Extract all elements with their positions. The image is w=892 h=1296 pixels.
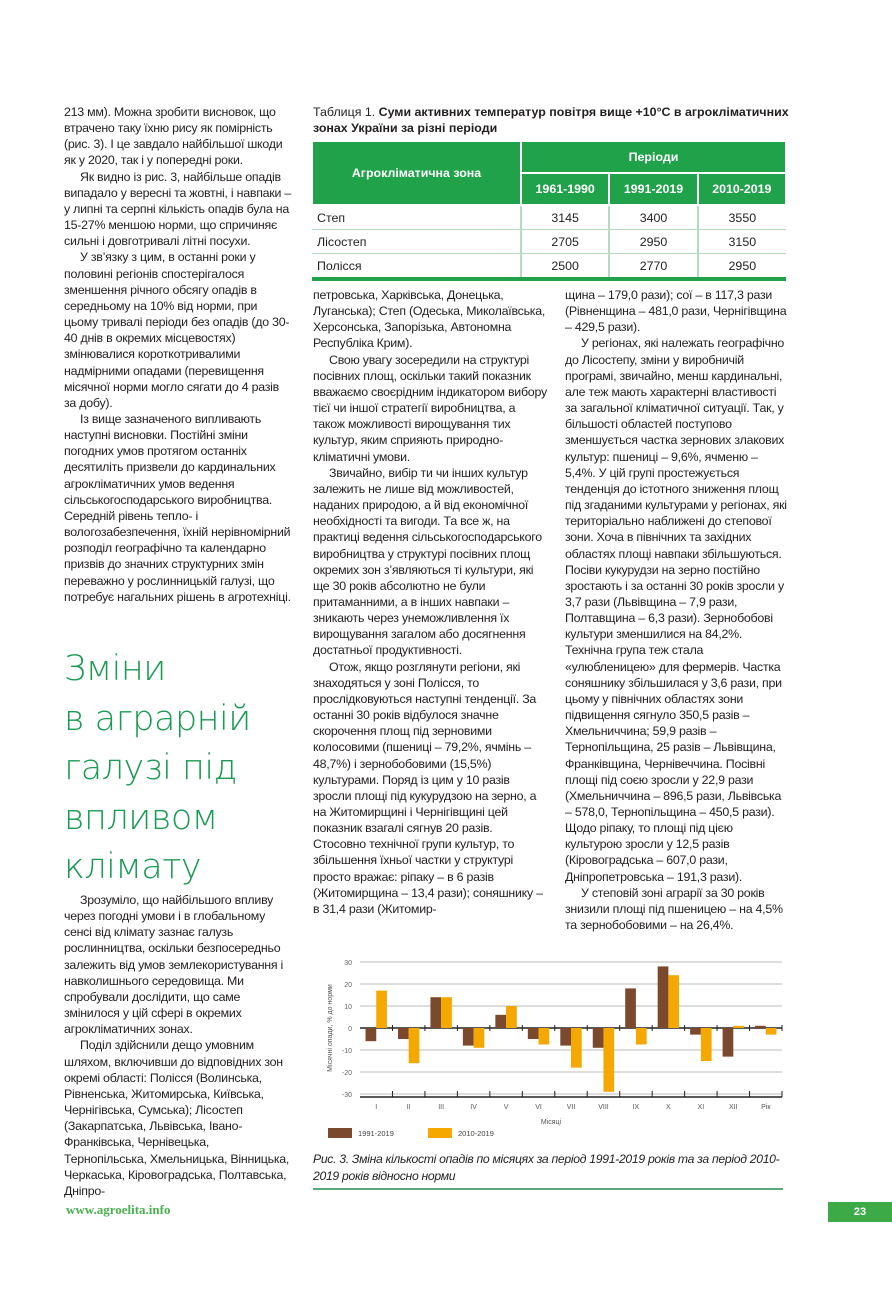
bar: [571, 1028, 582, 1068]
x-tick-label: XII: [729, 1104, 738, 1111]
paragraph: Звичайно, вибір ти чи інших культур залежить не лише від можливостей, наданих природою, а й від економічної необхідності та вигоди. Та все ж, на практиці ведення сільськогосподарського виробництва у структурі посівних площ окремих зон з’являються ті культури, які ще 30 років абсолютно не були притаманними, а в інших навпаки – зникають через унеможливлення їх вирощування загалом або досягнення достатньої продуктивності.: [313, 465, 542, 658]
paragraph: Зрозуміло, що найбільшого впливу через погодні умови і в глобальному сенсі від клімату зазнає галузь рослинництва, оскільки безпосередньо залежить від умов землекористування і навколишнього середовища. Ми спробували дослідити, що саме змінилося у цій сфері в окремих агрокліматичних зонах.: [64, 893, 284, 1037]
bar: [398, 1028, 409, 1039]
header-period: 1961-1990: [521, 173, 609, 205]
heading-line: в аграрній: [64, 698, 251, 739]
zone-cell: Степ: [312, 205, 521, 230]
bar: [376, 991, 387, 1028]
bar: [528, 1028, 539, 1039]
value-cell: 2770: [609, 254, 697, 280]
zone-cell: Лісостеп: [312, 230, 521, 254]
legend-label: 2010-2019: [458, 1129, 494, 1138]
bar: [766, 1028, 777, 1035]
value-cell: 3550: [698, 205, 786, 230]
bar: [658, 966, 669, 1028]
heading-line: клімату: [64, 847, 202, 887]
table-row: [312, 230, 786, 254]
bar: [560, 1028, 571, 1046]
header-periods: Періоди: [521, 142, 786, 173]
bar: [723, 1028, 734, 1057]
header-period: 2010-2019: [698, 173, 786, 205]
temperature-table: [311, 142, 787, 281]
x-tick-label: II: [406, 1104, 411, 1111]
bar: [603, 1028, 614, 1092]
legend-swatch: [428, 1128, 452, 1138]
website-link[interactable]: www.agroelita.info: [66, 1202, 171, 1217]
table-caption: Суми активних температур повітря вище +10°С в агрокліматичних зонах України за різні періоди: [313, 105, 789, 135]
heading-line: галузі під: [64, 748, 237, 788]
value-cell: 2950: [698, 254, 786, 280]
y-tick-label: -10: [341, 1048, 352, 1055]
table-title: [313, 104, 793, 136]
bar: [539, 1028, 550, 1045]
x-tick-label: III: [438, 1104, 445, 1111]
bar: [430, 997, 441, 1028]
table-row: [312, 205, 786, 230]
header-zone: Агрокліматична зона: [312, 142, 521, 205]
header-period: 1991-2019: [609, 173, 697, 205]
bar: [690, 1028, 701, 1035]
value-cell: 3400: [609, 205, 697, 230]
paragraph: Із вище зазначеного випливають наступні висновки. Постійні зміни погодних умов протягом останніх десятиліть призвели до кардинальних агрокліматичних умов ведення сільськогосподарського виробництва. Середній рівень тепло- і вологозабезпечення, їхній нерівномірний розподіл географічно та календарно призвів до значних структурних змін переважно у рослинницькій галузі, що потребує нагальних рішень в агротехніці.: [64, 411, 291, 604]
x-tick-label: VII: [566, 1104, 576, 1111]
x-tick-label: I: [375, 1104, 378, 1111]
bar: [506, 1006, 517, 1028]
y-tick-label: 30: [344, 960, 352, 967]
bar: [366, 1028, 377, 1041]
legend-label: 1991-2019: [358, 1129, 394, 1138]
bar: [755, 1026, 766, 1028]
paragraph: щина – 179,0 рази); сої – в 117,3 рази (Рівненщина – 481,0 рази, Чернігівщина – 429,5 рази).: [565, 288, 787, 335]
bar: [668, 975, 679, 1028]
y-tick-label: -30: [341, 1092, 352, 1099]
legend-swatch: [328, 1128, 352, 1138]
text-column-3: [565, 287, 790, 933]
x-tick-label: XI: [697, 1104, 705, 1111]
paragraph: 213 мм). Можна зробити висновок, що втрачено таку їхню рису як помірність (рис. 3). І це завдало найбільшої шкоди як у 2020, так і у попередні роки.: [64, 105, 283, 168]
y-axis-label: Місячні опади, % до норми: [327, 984, 334, 1072]
bar: [495, 1015, 506, 1028]
text-column-2: [313, 287, 548, 917]
text-column-1-lower: [64, 892, 294, 1199]
zone-cell: Полісся: [312, 254, 521, 280]
section-heading: [64, 645, 304, 893]
y-tick-label: 20: [344, 982, 352, 989]
text-column-1: [64, 104, 294, 605]
bar: [474, 1028, 485, 1048]
paragraph: петровська, Харківська, Донецька, Луганська); Степ (Одеська, Миколаївська, Херсонська, Запорізька, Автономна Республіка Крим).: [313, 288, 546, 351]
paragraph: Поділ здійснили дещо умовним шляхом, включивши до відповідних зон окремі області: Полісся (Волинська, Рівненська, Житомирська, Київська, Чернігівська, Сумська); Лісостеп (Закарпатська, Львівська, Івано-Франківська, Чернівецька, Тернопільська, Хмельницька, Вінницька, Черкаська, Кіровоградська, Полтавська, Дніпро-: [64, 1038, 290, 1198]
x-axis-label: Місяці: [540, 1119, 562, 1126]
paragraph: Отож, якщо розглянути регіони, які знаходяться у зоні Полісся, то прослідковуються наступні тенденції. За останні 30 років відбулося значне скорочення площ під зерновими колосовими (пшениці – 79,2%, ячмінь – 48,7%) і зернобобовими (15,5%) культурами. Поряд із цим у 10 разів зросли площі під кукурудзою на зерно, а на Житомирщині і Чернігівщині цей показник взагалі сягнув 20 разів. Стосовно технічної групи культур, то збільшення їхньої частки у структурі просто вражає: ріпаку – в 6 разів (Житомирщина – 13,4 рази); соняшнику – в 31,4 рази (Житомир-: [313, 659, 543, 916]
paragraph: У степовій зоні аграрії за 30 років знизили площі під пшеницею – на 4,5% та зернобобовими – на 26,4%.: [565, 885, 783, 933]
heading-line: Зміни: [64, 649, 166, 689]
value-cell: 2950: [609, 230, 697, 254]
table-label: Таблиця 1.: [313, 105, 379, 119]
x-tick-label: VIII: [598, 1104, 609, 1111]
y-tick-label: 0: [348, 1026, 352, 1033]
paragraph: Свою увагу зосередили на структурі посівних площ, оскільки такий показник вважаємо своєрідним індикатором вибору тієї чи іншої стратегії виробництва, а також можливості вирощування тих культур, яким сприяють природно-кліматичні умови.: [313, 352, 547, 464]
page-number: 23: [828, 1202, 892, 1222]
bar: [593, 1028, 604, 1048]
bar: [733, 1026, 744, 1028]
bar: [701, 1028, 712, 1061]
y-tick-label: 10: [344, 1004, 352, 1011]
value-cell: 2705: [521, 230, 609, 254]
table-row: [312, 254, 786, 280]
value-cell: 2500: [521, 254, 609, 280]
paragraph: У регіонах, які належать географічно до Лісостепу, зміни у виробничій програмі, звичайно, менш кардинальні, але теж мають характерні властивості за загальної кліматичної ситуації. Так, у більшості областей поступово зменшується частка зернових злакових культур: пшениці – 9,6%, ячменю – 5,4%. У цій групі простежується тенденція до істотного зниження площ під згаданими культурами у регіонах, які територіально наближені до степової зони. Хоча в північних та західних областях площі навпаки збільшуються. Посіви кукурудзи на зерно постійно зростають і за останні 30 років зросли у 3,7 рази (Львівщина – 7,9 рази, Полтавщина – 6,3 рази). Зернобобові культури зменшилися на 84,2%. Технічна група теж стала «улюбленицею» для фермерів. Частка соняшнику збільшилася у 3,6 рази, при цьому у північних областях зони підвищення сягнуло 350,5 разів – Хмельниччина; 59,9 разів – Тернопільщина, 25 разів – Львівщина, Франківщина, Чернівеччина. Посівні площі під соєю зросли у 22,9 рази (Хмельниччина – 896,5 рази, Львівська – 578,0, Тернопільщина – 450,5 рази). Щодо ріпаку, то площі під цією культурою зросли у 12,5 разів (Кіровоградська – 607,0 рази, Дніпропетровська – 191,3 рази).: [565, 336, 787, 884]
paragraph: Як видно із рис. 3, найбільше опадів випадало у вересні та жовтні, і навпаки – у липні та серпні кількість опадів була на 15-27% меншою норми, що спричиняє сильні і довготривалі літні посухи.: [64, 169, 291, 249]
precipitation-chart: [312, 950, 788, 1150]
heading-line: впливом: [64, 797, 218, 838]
paragraph: У зв’язку з цим, в останні роки у половині регіонів спостерігалося зменшення річного обсягу опадів в середньому на 10% від норми, при цьому тривалі періоди без опадів (до 30-40 днів в окремих місцевостях) змінювалися короткотривалими надмірними опадами (перевищення місячної норми могло сягати до 4 разів за добу).: [64, 250, 290, 410]
value-cell: 3145: [521, 205, 609, 230]
x-tick-label: IV: [470, 1104, 477, 1111]
bar: [636, 1028, 647, 1045]
x-tick-label: VI: [535, 1104, 542, 1111]
figure-caption: Рис. 3. Зміна кількості опадів по місяцях за період 1991-2019 років та за період 2010-2019 років відносно норми: [313, 1151, 783, 1190]
x-tick-label: X: [666, 1104, 671, 1111]
y-tick-label: -20: [341, 1070, 352, 1077]
bar: [441, 997, 452, 1028]
bar: [409, 1028, 420, 1063]
value-cell: 3150: [698, 230, 786, 254]
bar: [625, 988, 636, 1028]
x-tick-label: Рік: [761, 1104, 771, 1111]
bar: [463, 1028, 474, 1046]
x-tick-label: IX: [632, 1104, 640, 1111]
bar-chart: [312, 950, 788, 1150]
x-tick-label: V: [503, 1104, 509, 1111]
